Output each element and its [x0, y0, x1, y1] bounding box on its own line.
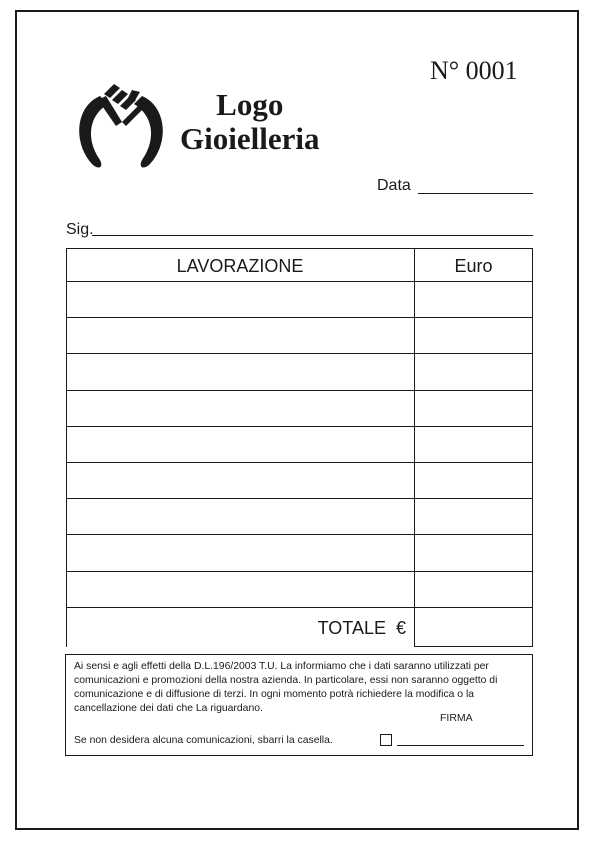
table-row-divider	[66, 571, 533, 572]
diamond-ring-icon	[70, 78, 170, 174]
table-row-divider	[66, 317, 533, 318]
column-header-euro: Euro	[454, 256, 493, 276]
table-row-divider	[66, 607, 533, 608]
table-header-divider	[66, 281, 533, 282]
date-label: Data	[377, 177, 411, 194]
column-header-work: LAVORAZIONE	[176, 256, 304, 276]
receipt-number: N° 0001	[430, 56, 518, 85]
customer-field-line[interactable]	[92, 235, 533, 236]
table-row-divider	[66, 353, 533, 354]
table-column-divider	[414, 248, 415, 647]
opt-out-text: Se non desidera alcuna comunicazioni, sbarri la casella.	[74, 735, 333, 746]
table-row-divider	[66, 426, 533, 427]
table-border-left	[66, 248, 67, 647]
signature-line[interactable]	[397, 745, 524, 746]
total-label: TOTALE €	[317, 618, 406, 638]
date-field-line[interactable]	[418, 193, 533, 194]
table-row-divider	[66, 462, 533, 463]
table-border-top	[66, 248, 533, 249]
total-cell-bottom	[414, 646, 533, 647]
privacy-text: Ai sensi e agli effetti della D.L.196/2003 T.U. La informiamo che i dati saranno utilizzati per comunicazioni e promozioni della nostra azienda. In particolare, essi non saranno oggetto di comunicazione e di diffusione di terzi. In ogni momento potrà richiedere la modifica o la cancellazione dei dati che La riguardano.	[74, 661, 498, 714]
table-row-divider	[66, 534, 533, 535]
logo-line-2: Gioielleria	[180, 121, 320, 156]
logo-line-1: Logo	[216, 87, 284, 122]
opt-out-checkbox[interactable]	[380, 734, 392, 746]
table-border-right	[532, 248, 533, 647]
logo-text	[180, 88, 319, 156]
table-row-divider	[66, 498, 533, 499]
customer-label: Sig.	[66, 221, 94, 238]
table-row-divider	[66, 390, 533, 391]
work-table	[66, 248, 533, 645]
signature-label: FIRMA	[440, 712, 473, 724]
